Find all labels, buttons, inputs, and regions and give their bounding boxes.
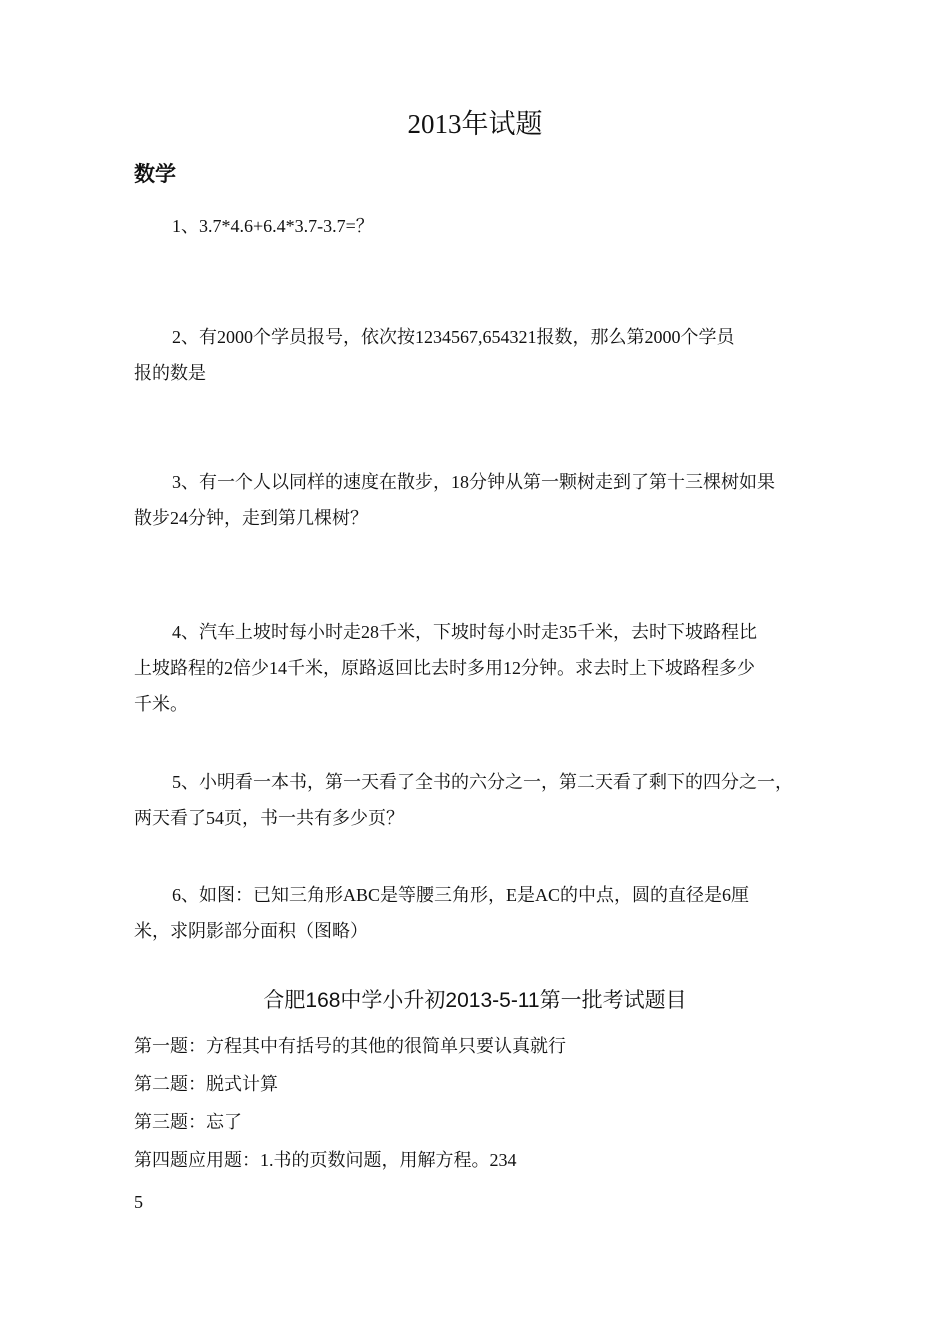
exam-item-5: 5	[134, 1192, 143, 1212]
exam-item-3: 第三题：忘了	[134, 1112, 242, 1132]
exam-item-2: 第二题：脱式计算	[134, 1074, 278, 1094]
question-line: 4、汽车上坡时每小时走28千米，下坡时每小时走35千米，去时下坡路程比	[172, 622, 757, 642]
question-3	[134, 464, 834, 536]
question-line: 6、如图：已知三角形ABC是等腰三角形，E是AC的中点，圆的直径是6厘	[172, 885, 750, 905]
document-title: 2013年试题	[407, 109, 543, 139]
question-4	[134, 614, 834, 722]
exam-item-4: 第四题应用题：1.书的页数问题，用解方程。234	[134, 1150, 517, 1170]
question-2	[134, 319, 834, 391]
question-line: 5、小明看一本书，第一天看了全书的六分之一，第二天看了剩下的四分之一，	[172, 772, 793, 792]
question-line: 散步24分钟，走到第几棵树？	[134, 508, 368, 528]
exam-item-1: 第一题：方程其中有括号的其他的很简单只要认真就行	[134, 1036, 566, 1056]
question-line: 米，求阴影部分面积（图略）	[134, 921, 368, 941]
question-line: 2、有2000个学员报号，依次按1234567,654321报数，那么第2000个学员	[172, 327, 735, 347]
question-line: 千米。	[134, 694, 188, 714]
question-line: 上坡路程的2倍少14千米，原路返回比去时多用12分钟。求去时上下坡路程多少	[134, 658, 755, 678]
question-line: 两天看了54页，书一共有多少页？	[134, 808, 404, 828]
question-6	[134, 877, 834, 949]
exam-subtitle: 合肥168中学小升初2013-5-11第一批考试题目	[263, 989, 687, 1012]
question-line: 3、有一个人以同样的速度在散步，18分钟从第一颗树走到了第十三棵树如果	[172, 472, 775, 492]
question-5	[134, 764, 834, 836]
question-line: 报的数是	[134, 363, 206, 383]
question-line: 1、3.7*4.6+6.4*3.7-3.7=？	[172, 216, 374, 236]
question-1	[134, 208, 834, 244]
section-heading: 数学	[134, 163, 176, 186]
